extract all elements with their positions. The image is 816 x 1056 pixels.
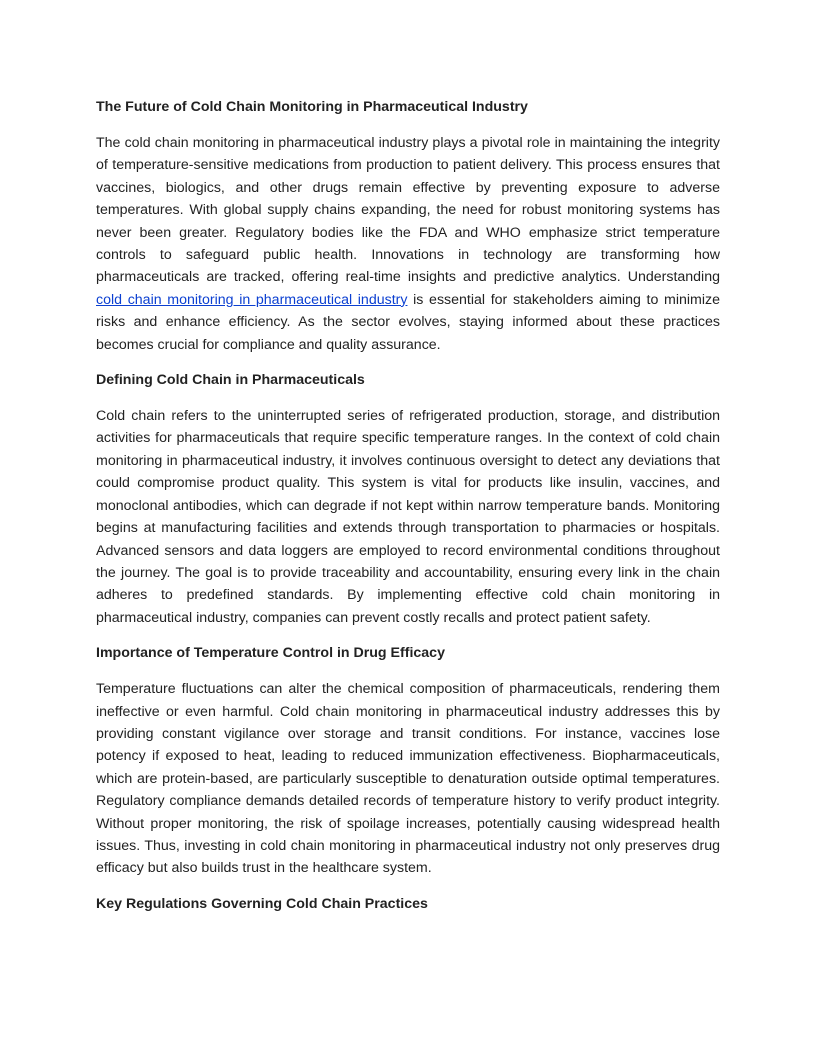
section-heading: Importance of Temperature Control in Drug Efficacy	[96, 645, 445, 662]
intro-text-before-link: The cold chain monitoring in pharmaceutical industry plays a pivotal role in maintaining the integrity of temperature-sensitive medications from production to patient delivery. This process ensures that vaccines, biologics, and other drugs remain effective by preventing exposure to adverse temperatures. With global supply chains expanding, the need for robust monitoring systems has never been greater. Regulatory bodies like the FDA and WHO emphasize strict temperature controls to safeguard public health. Innovations in technology are transforming how pharmaceuticals are tracked, offering real-time insights and predictive analytics. Understanding	[96, 135, 720, 286]
document-page	[96, 96, 720, 915]
section-heading: Key Regulations Governing Cold Chain Practices	[96, 895, 428, 912]
intro-paragraph	[96, 132, 720, 356]
document-title: The Future of Cold Chain Monitoring in Pharmaceutical Industry	[96, 99, 528, 115]
intro-text-after-link: is essential for stakeholders aiming to minimize risks and enhance efficiency. As the sector evolves, staying informed about these practices becomes crucial for compliance and quality assurance.	[96, 291, 720, 353]
section-heading: Defining Cold Chain in Pharmaceuticals	[96, 372, 365, 389]
section-paragraph: Temperature fluctuations can alter the chemical composition of pharmaceuticals, rendering them ineffective or even harmful. Cold chain monitoring in pharmaceutical industry addresses this by providing constant vigilance over storage and transit conditions. For instance, vaccines lose potency if exposed to heat, leading to reduced immunization effectiveness. Biopharmaceuticals, which are protein-based, are particularly susceptible to denaturation outside optimal temperatures. Regulatory compliance demands detailed records of temperature history to verify product integrity. Without proper monitoring, the risk of spoilage increases, potentially causing widespread health issues. Thus, investing in cold chain monitoring in pharmaceutical industry not only preserves drug efficacy but also builds trust in the healthcare system.	[96, 681, 720, 877]
intro-link[interactable]: cold chain monitoring in pharmaceutical industry	[96, 291, 408, 308]
section-paragraph: Cold chain refers to the uninterrupted series of refrigerated production, storage, and distribution activities for pharmaceuticals that require specific temperature ranges. In the context of cold chain monitoring in pharmaceutical industry, it involves continuous oversight to detect any deviations that could compromise product quality. This system is vital for products like insulin, vaccines, and monoclonal antibodies, which can degrade if not kept within narrow temperature bands. Monitoring begins at manufacturing facilities and extends through transportation to pharmacies or hospitals. Advanced sensors and data loggers are employed to record environmental conditions throughout the journey. The goal is to provide traceability and accountability, ensuring every link in the chain adheres to predefined standards. By implementing effective cold chain monitoring in pharmaceutical industry, companies can prevent costly recalls and protect patient safety.	[96, 408, 720, 626]
